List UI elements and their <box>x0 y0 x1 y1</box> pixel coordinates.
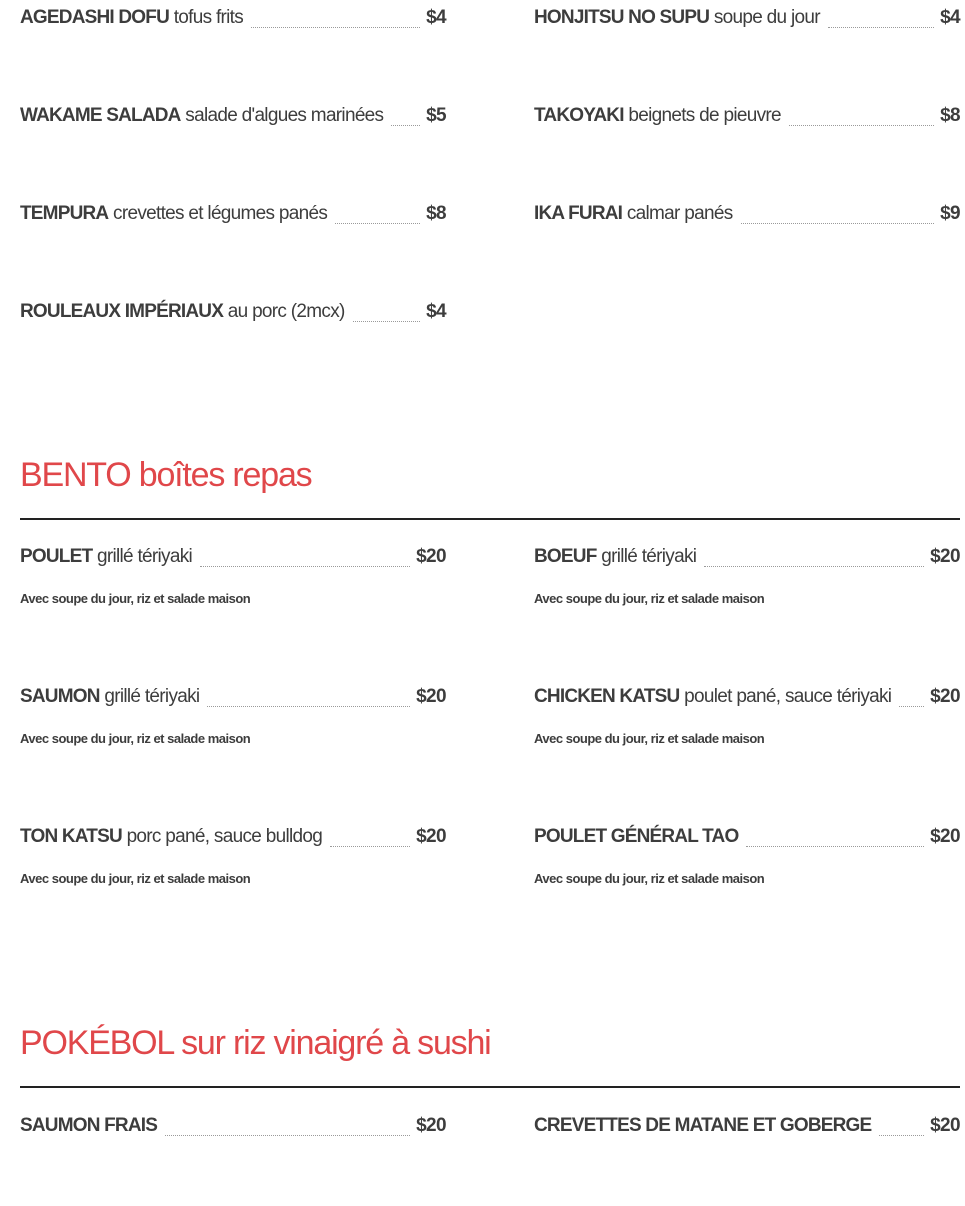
item-price: $8 <box>426 203 446 224</box>
item-name: BOEUF <box>534 546 597 567</box>
item-name: TEMPURA <box>20 203 109 224</box>
item-price: $9 <box>940 203 960 224</box>
menu-item <box>534 199 960 229</box>
section-title-pokebol: POKÉBOL sur riz vinaigré à sushi <box>20 1024 491 1062</box>
item-description: au porc (2mcx) <box>227 301 345 322</box>
menu-item <box>20 297 446 327</box>
item-description: grillé tériyaki <box>96 546 193 567</box>
item-price: $5 <box>426 105 446 126</box>
item-price: $4 <box>940 7 960 28</box>
item-name: CREVETTES DE MATANE ET GOBERGE <box>534 1115 872 1136</box>
item-price: $20 <box>416 826 446 847</box>
dot-leader <box>330 834 410 847</box>
menu-item <box>20 3 446 33</box>
section-divider <box>20 518 960 520</box>
menu-item <box>20 542 446 572</box>
item-note: Avec soupe du jour, riz et salade maison <box>20 591 251 606</box>
menu-item <box>20 682 446 712</box>
item-note: Avec soupe du jour, riz et salade maison <box>20 871 251 886</box>
item-note: Avec soupe du jour, riz et salade maison <box>20 731 251 746</box>
item-name: ROULEAUX IMPÉRIAUX <box>20 301 224 322</box>
item-description: beignets de pieuvre <box>628 105 781 126</box>
item-price: $20 <box>930 826 960 847</box>
menu-item <box>534 682 960 712</box>
dot-leader <box>704 554 924 567</box>
item-price: $20 <box>416 546 446 567</box>
item-price: $20 <box>930 1115 960 1136</box>
item-price: $4 <box>426 301 446 322</box>
item-name: HONJITSU NO SUPU <box>534 7 710 28</box>
dot-leader <box>879 1123 924 1136</box>
item-description: crevettes et légumes panés <box>113 203 328 224</box>
dot-leader <box>251 15 420 28</box>
dot-leader <box>746 834 924 847</box>
item-description: tofus frits <box>173 7 244 28</box>
item-name: SAUMON <box>20 686 100 707</box>
menu-item <box>534 542 960 572</box>
menu-item <box>20 822 446 852</box>
item-name: WAKAME SALADA <box>20 105 181 126</box>
dot-leader <box>200 554 410 567</box>
dot-leader <box>789 113 934 126</box>
section-title-bento: BENTO boîtes repas <box>20 456 312 494</box>
dot-leader <box>899 694 924 707</box>
item-description: grillé tériyaki <box>104 686 200 707</box>
menu-item <box>534 822 960 852</box>
section-divider <box>20 1086 960 1088</box>
item-note: Avec soupe du jour, riz et salade maison <box>534 591 765 606</box>
item-price: $20 <box>930 686 960 707</box>
dot-leader <box>207 694 410 707</box>
menu-item <box>534 101 960 131</box>
menu-item <box>20 101 446 131</box>
dot-leader <box>165 1123 410 1136</box>
item-name: CHICKEN KATSU <box>534 686 680 707</box>
item-description: salade d'algues marinées <box>185 105 384 126</box>
menu-item <box>534 3 960 33</box>
item-price: $20 <box>930 546 960 567</box>
item-name: SAUMON FRAIS <box>20 1115 158 1136</box>
item-name: TAKOYAKI <box>534 105 624 126</box>
dot-leader <box>335 211 420 224</box>
item-name: AGEDASHI DOFU <box>20 7 169 28</box>
item-name: TON KATSU <box>20 826 122 847</box>
item-description: calmar panés <box>626 203 733 224</box>
item-note: Avec soupe du jour, riz et salade maison <box>534 731 765 746</box>
item-name: POULET <box>20 546 93 567</box>
menu-item <box>20 199 446 229</box>
item-price: $4 <box>426 7 446 28</box>
item-description: porc pané, sauce bulldog <box>126 826 323 847</box>
item-description: grillé tériyaki <box>601 546 697 567</box>
item-price: $20 <box>416 1115 446 1136</box>
item-name: IKA FURAI <box>534 203 623 224</box>
item-name: POULET GÉNÉRAL TAO <box>534 826 739 847</box>
menu-item <box>534 1111 960 1141</box>
item-price: $8 <box>940 105 960 126</box>
dot-leader <box>828 15 934 28</box>
dot-leader <box>741 211 935 224</box>
dot-leader <box>353 309 420 322</box>
item-note: Avec soupe du jour, riz et salade maison <box>534 871 765 886</box>
dot-leader <box>391 113 420 126</box>
item-description: poulet pané, sauce tériyaki <box>684 686 892 707</box>
menu-item <box>20 1111 446 1141</box>
item-price: $20 <box>416 686 446 707</box>
item-description: soupe du jour <box>713 7 820 28</box>
